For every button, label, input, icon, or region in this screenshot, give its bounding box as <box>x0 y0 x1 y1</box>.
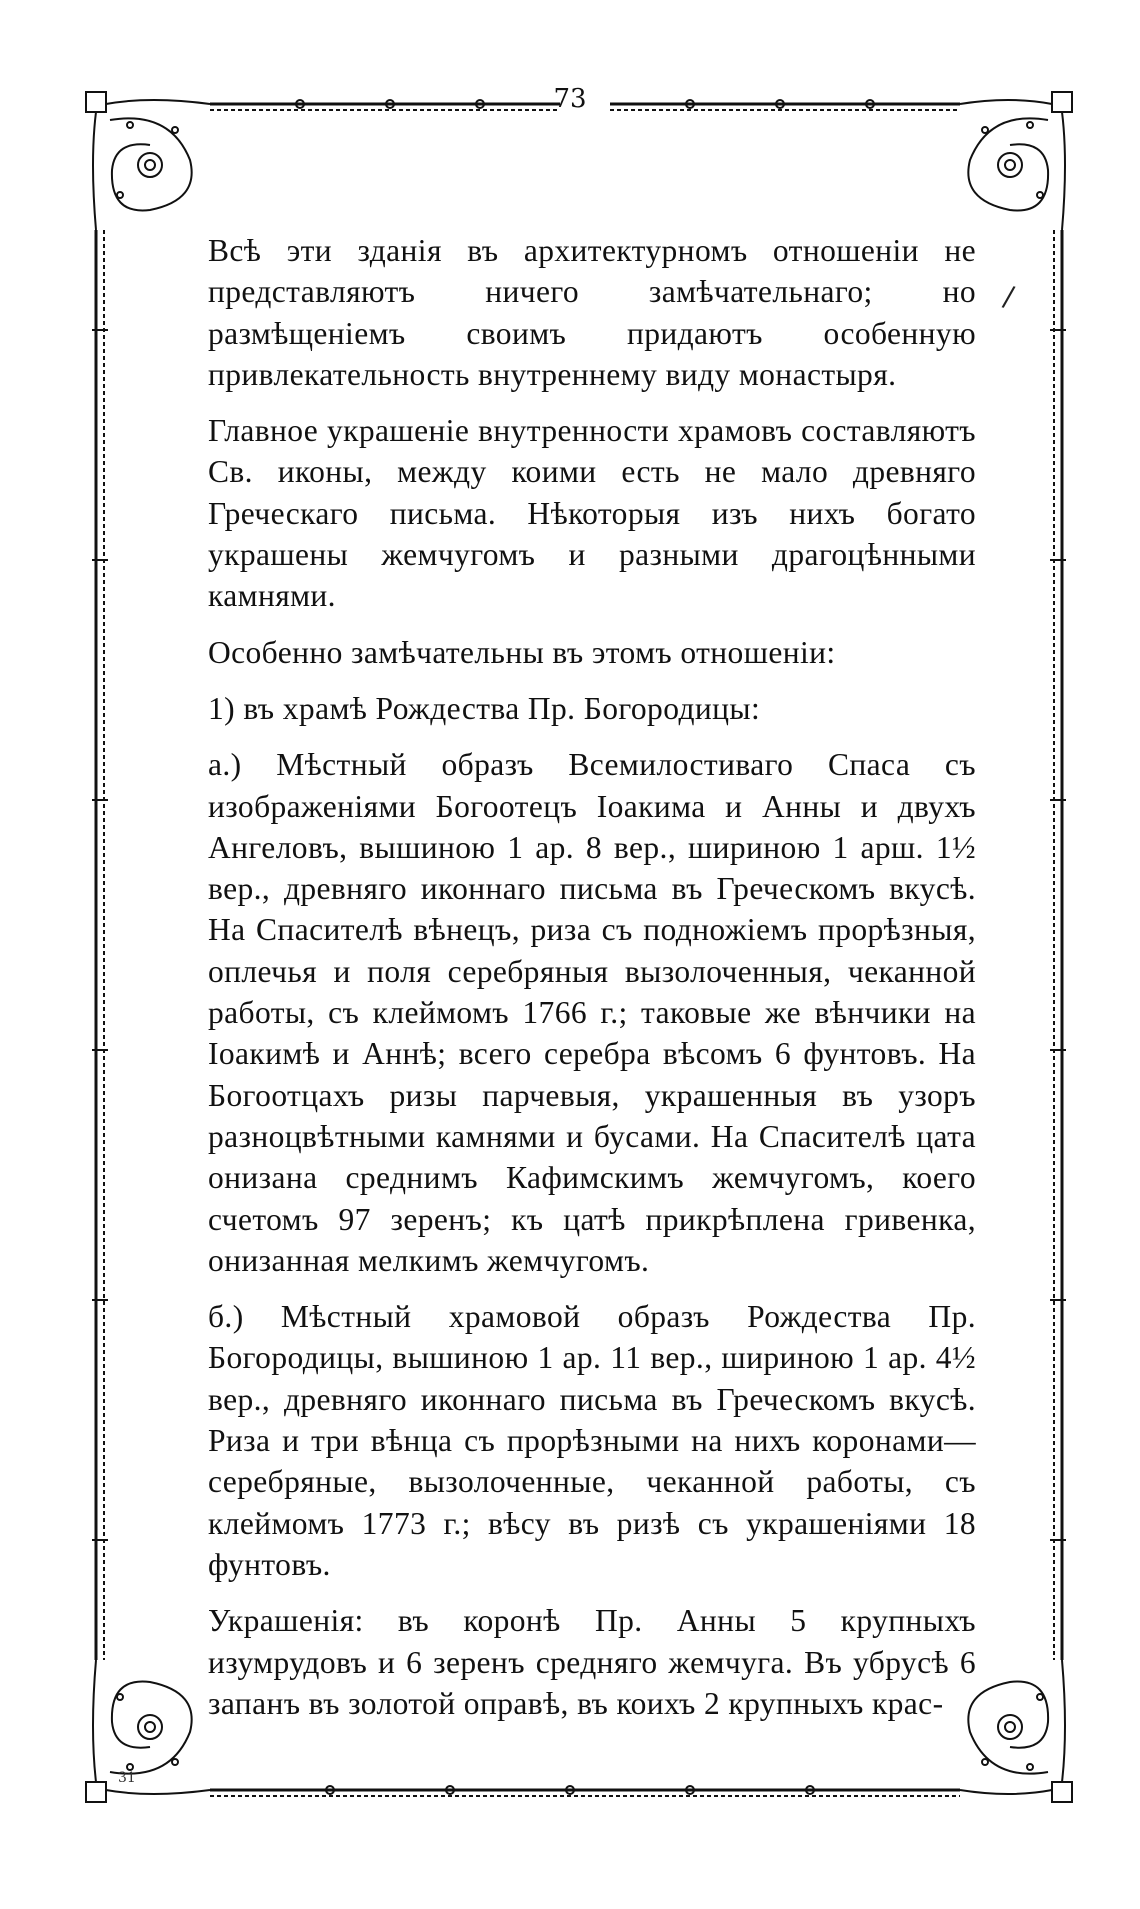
corner-number: 31 <box>118 1770 136 1786</box>
main-text <box>208 230 976 1739</box>
paragraph: Особенно замѣчательны въ этомъ отношеніи: <box>208 634 836 670</box>
margin-mark: / <box>1000 279 1017 314</box>
paragraph: а.) Мѣстный образъ Всемилостиваго Спаса съ изображеніями Богоотецъ Іоакима и Анны и двухъ Ангеловъ, вышиною 1 ар. 8 вер., шириною 1 арш. 1½ вер., древняго иконнаго письма въ Греческомъ вкусѣ. На Спасителѣ вѣнецъ, риза съ подножіемъ прорѣзныя, оплечья и поля серебряныя вызолоченныя, чеканной работы, съ клеймомъ 1766 г.; таковые же вѣнчики на Іоакимѣ и Аннѣ; всего серебра вѣсомъ 6 фунтовъ. На Богоотцахъ ризы парчевыя, украшенныя въ узоръ разноцвѣтными камнями и бусами. На Спасителѣ цата онизана среднимъ Кафимскимъ жемчугомъ, коего счетомъ 97 зеренъ; къ цатѣ прикрѣплена гривенка, онизанная мелкимъ жемчугомъ. <box>208 747 976 1278</box>
paragraph: 1) въ храмѣ Рождества Пр. Богородицы: <box>208 690 761 726</box>
page-number: 73 <box>553 84 587 114</box>
paragraph: Всѣ эти зданія въ архитектурномъ отношеніи не представляютъ ничего замѣчательнаго; но размѣщеніемъ своимъ придаютъ особенную привлекательность внутреннему виду монастыря. <box>208 233 976 392</box>
paragraph: Главное украшеніе внутренности храмовъ составляютъ Св. иконы, между коими есть не мало древняго Греческаго письма. Нѣкоторыя изъ нихъ богато украшены жемчугомъ и разными драгоцѣнными камнями. <box>208 413 976 614</box>
paragraph: б.) Мѣстный храмовой образъ Рождества Пр. Богородицы, вышиною 1 ар. 11 вер., шириною 1 ар. 4½ вер., древняго иконнаго письма въ Греческомъ вкусѣ. Риза и три вѣнца съ прорѣзными на нихъ коронами— серебряные, вызолоченные, чеканной работы, съ клеймомъ 1773 г.; вѣсу въ ризѣ съ украшеніями 18 фунтовъ. <box>208 1299 976 1582</box>
paragraph: Украшенія: въ коронѣ Пр. Анны 5 крупныхъ изумрудовъ и 6 зеренъ средняго жемчуга. Въ убрусѣ 6 запанъ въ золотой оправѣ, въ коихъ 2 крупныхъ крас- <box>208 1603 976 1721</box>
